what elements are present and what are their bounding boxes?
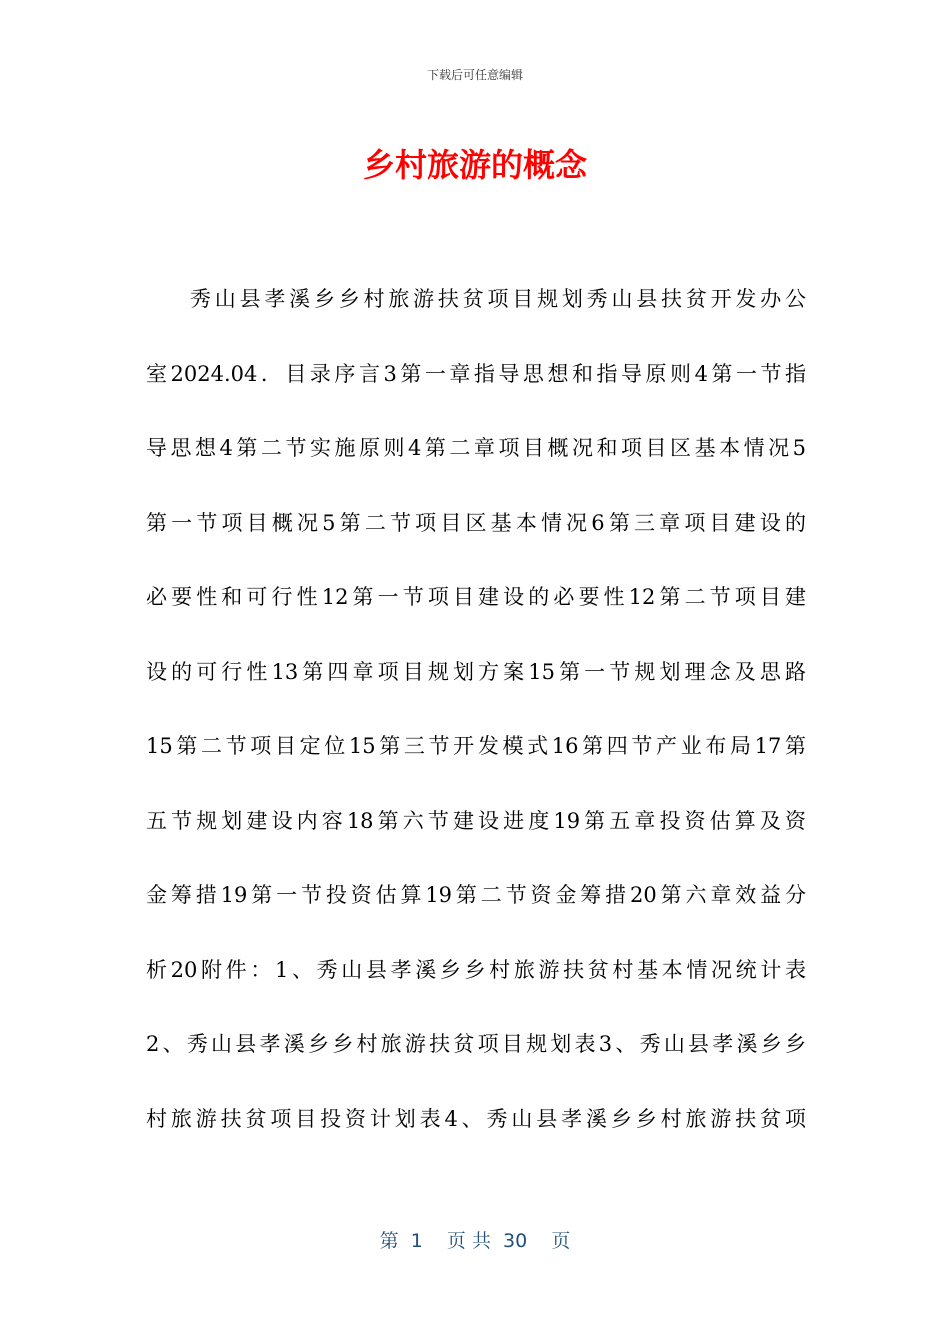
body-line: 2、秀山县孝溪乡乡村旅游扶贫项目规划表3、秀山县孝溪乡乡: [146, 1032, 806, 1056]
header-note: 下载后可任意编辑: [426, 68, 523, 82]
body-line: 15第二节项目定位15第三节开发模式16第四节产业布局17第: [146, 734, 806, 758]
body-line: 析20附件：1、秀山县孝溪乡乡村旅游扶贫村基本情况统计表: [146, 957, 806, 982]
document-title: 乡村旅游的概念: [362, 146, 587, 184]
body-line: 村旅游扶贫项目投资计划表4、秀山县孝溪乡乡村旅游扶贫项: [146, 1106, 806, 1131]
body-line: 第一节项目概况5第二节项目区基本情况6第三章项目建设的: [146, 510, 806, 535]
body-text: [146, 262, 806, 1156]
body-line: 室2024.04．目录序言3第一章指导思想和指导原则4第一节指: [146, 361, 806, 386]
body-line: 导思想4第二节实施原则4第二章项目概况和项目区基本情况5: [146, 436, 806, 460]
page-footer: 第 1 页 共 30 页: [379, 1230, 571, 1252]
body-line: 金筹措19第一节投资估算19第二节资金筹措20第六章效益分: [146, 883, 806, 907]
body-line: 设的可行性13第四章项目规划方案15第一节规划理念及思路: [146, 659, 806, 684]
body-line: 必要性和可行性12第一节项目建设的必要性12第二节项目建: [146, 585, 806, 609]
body-line: 五节规划建设内容18第六节建设进度19第五章投资估算及资: [146, 808, 806, 833]
body-line: 秀山县孝溪乡乡村旅游扶贫项目规划秀山县扶贫开发办公: [190, 287, 806, 311]
